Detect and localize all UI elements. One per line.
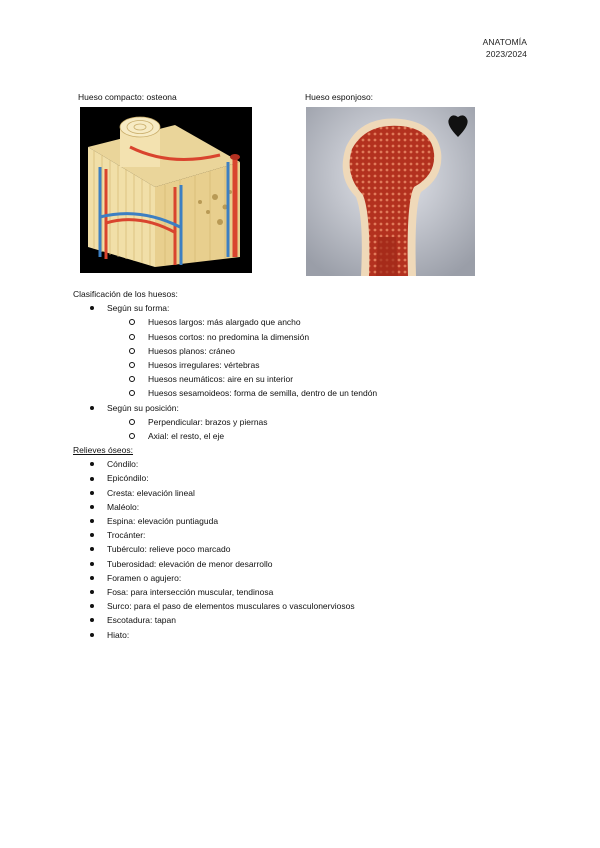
bullet-icon (90, 533, 94, 537)
list-item-text: Axial: el resto, el eje (148, 430, 225, 441)
bullet-icon (90, 633, 94, 637)
notes-body (73, 287, 533, 642)
circle-bullet-icon (129, 334, 135, 340)
list-item-text: Fosa: para intersección muscular, tendinosa (107, 586, 274, 597)
bullet-icon (90, 547, 94, 551)
classification-title: Clasificación de los huesos: (73, 289, 178, 299)
list-item (73, 386, 533, 400)
list-item (73, 486, 533, 500)
list-item (73, 415, 533, 429)
list-item-text: Escotadura: tapan (107, 615, 176, 626)
list-item-text: Huesos cortos: no predomina la dimensión (148, 331, 310, 342)
bullet-icon (90, 562, 94, 566)
list-item-text: Espina: elevación puntiaguda (107, 516, 219, 526)
circle-bullet-icon (129, 390, 135, 396)
list-item (73, 330, 533, 344)
academic-year: 2023/2024 (485, 49, 527, 59)
bullet-icon (90, 618, 94, 622)
bullet-icon (90, 306, 94, 310)
list-item (73, 585, 533, 599)
osteon-drawing (80, 107, 252, 273)
list-item-text: Perpendicular: brazos y piernas (148, 416, 268, 427)
list-item (73, 471, 533, 485)
circle-bullet-icon (129, 362, 135, 368)
list-item-text: Huesos neumáticos: aire en su interior (148, 374, 294, 385)
list-item-text: Huesos irregulares: vértebras (148, 359, 260, 370)
bullet-icon (90, 576, 94, 580)
by-shape-label: Según su forma: (107, 303, 170, 314)
circle-bullet-icon (129, 376, 135, 382)
list-item (73, 528, 533, 542)
circle-bullet-icon (129, 348, 135, 354)
bullet-icon (90, 604, 94, 608)
list-item (73, 500, 533, 514)
list-item-text: Huesos planos: cráneo (148, 345, 235, 356)
list-item-text: Huesos sesamoideos: forma de semilla, dentro de un tendón (148, 388, 378, 399)
bullet-icon (90, 590, 94, 594)
list-item (73, 301, 533, 315)
list-item (73, 613, 533, 627)
list-item (73, 599, 533, 613)
list-item (73, 514, 533, 528)
bullet-icon (90, 477, 94, 481)
list-item (73, 429, 533, 443)
bullet-icon (90, 505, 94, 509)
list-item (73, 557, 533, 571)
compact-bone-caption: Hueso compacto: osteona (78, 92, 177, 102)
list-item (73, 401, 533, 415)
document-header (483, 36, 527, 60)
circle-bullet-icon (129, 433, 135, 439)
by-position-label: Según su posición: (107, 402, 179, 413)
bullet-icon (90, 519, 94, 523)
list-item (73, 344, 533, 358)
list-item-text: Hiato: (107, 629, 130, 640)
list-item-text: Huesos largos: más alargado que ancho (148, 317, 301, 328)
subject-title: ANATOMÍA (482, 37, 527, 47)
compact-bone-illustration (80, 107, 252, 273)
circle-bullet-icon (129, 319, 135, 325)
circle-bullet-icon (129, 419, 135, 425)
list-item-text: Trocánter: (107, 530, 146, 541)
list-item-text: Epicóndilo: (107, 473, 149, 484)
bullet-icon (90, 406, 94, 410)
spongy-bone-illustration (306, 107, 475, 276)
list-item (73, 542, 533, 556)
bullet-icon (90, 491, 94, 495)
bullet-icon (90, 462, 94, 466)
list-item-text: Tubérculo: relieve poco marcado (107, 544, 231, 555)
list-item-text: Foramen o agujero: (107, 572, 182, 583)
list-item (73, 358, 533, 372)
spongy-bone-caption: Hueso esponjoso: (305, 92, 374, 102)
femur-head-drawing (306, 107, 475, 276)
list-item-text: Maléolo: (107, 501, 140, 512)
list-item-text: Cóndilo: (107, 459, 139, 470)
list-item (73, 628, 533, 642)
list-item (73, 372, 533, 386)
list-item-text: Surco: para el paso de elementos musculares o vasculonerviosos (107, 601, 355, 612)
list-item (73, 457, 533, 471)
list-item-text: Cresta: elevación lineal (107, 487, 195, 498)
list-item (73, 315, 533, 329)
list-item (73, 571, 533, 585)
list-item-text: Tuberosidad: elevación de menor desarrollo (107, 558, 273, 569)
reliefs-title: Relieves óseos: (73, 445, 134, 456)
